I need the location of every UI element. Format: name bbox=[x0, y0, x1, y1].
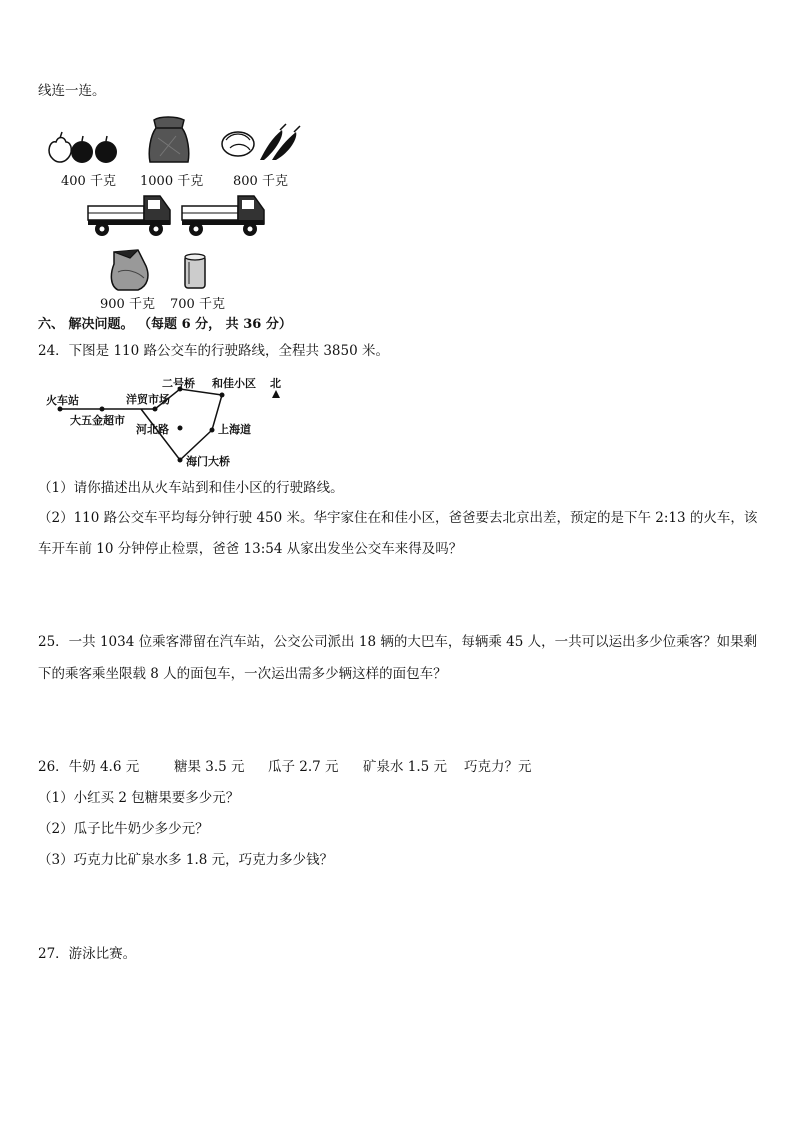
map-label-north: 北 bbox=[270, 377, 281, 390]
vegetables-picture bbox=[220, 122, 302, 162]
jar-weight: 700 千克 bbox=[170, 297, 225, 312]
fruit-weight: 400 千克 bbox=[61, 174, 116, 189]
q26-item-milk: 26．牛奶 4.6 元 bbox=[38, 759, 140, 775]
q24-part1: （1）请你描述出从火车站到和佳小区的行驶路线。 bbox=[38, 480, 344, 496]
map-label-hebeilu: 河北路 bbox=[136, 423, 169, 436]
map-label-dawujinchaoshi: 大五金超市 bbox=[70, 414, 125, 427]
map-label-hejiaxiaoqu: 和佳小区 bbox=[212, 377, 256, 390]
map-label-yangmaoshichang: 洋贸市场 bbox=[126, 393, 170, 406]
jar-picture bbox=[182, 252, 208, 290]
vegetables-weight: 800 千克 bbox=[233, 174, 288, 189]
truck-picture-left bbox=[86, 192, 174, 238]
q26-item-water: 矿泉水 1.5 元 bbox=[363, 759, 448, 775]
q26-item-seeds: 瓜子 2.7 元 bbox=[268, 759, 339, 775]
q26-item-chocolate: 巧克力？元 bbox=[464, 759, 532, 775]
truck-picture-right bbox=[180, 192, 268, 238]
section-heading: 六、 解决问题。 （每题 6 分， 共 36 分） bbox=[38, 317, 292, 332]
q25-line1: 25．一共 1034 位乘客滞留在汽车站，公交公司派出 18 辆的大巴车，每辆乘 45 人，一共可以运出多少位乘客？如果剩 bbox=[38, 634, 758, 650]
q24-part2-line2: 车开车前 10 分钟停止检票，爸爸 13:54 从家出发坐公交车来得及吗？ bbox=[38, 541, 463, 557]
north-arrow-icon bbox=[272, 390, 280, 398]
q24-part2-line1: （2）110 路公交车平均每分钟行驶 450 米。华宇家住在和佳小区，爸爸要去北京出差，预定的是下午 2:13 的火车，该 bbox=[38, 510, 758, 526]
sack-weight: 1000 千克 bbox=[140, 174, 204, 189]
map-label-erhaoqiao: 二号桥 bbox=[162, 377, 195, 390]
sack-picture bbox=[146, 114, 192, 164]
bus-route-map bbox=[40, 370, 290, 470]
q25-line2: 下的乘客乘坐限载 8 人的面包车，一次运出需多少辆这样的面包车？ bbox=[38, 666, 447, 682]
map-label-huochezhan: 火车站 bbox=[46, 394, 79, 407]
q26-part2: （2）瓜子比牛奶少多少元？ bbox=[38, 821, 209, 837]
q26-part1: （1）小红买 2 包糖果要多少元？ bbox=[38, 790, 240, 806]
map-label-shanghaidao: 上海道 bbox=[218, 423, 251, 436]
q24-stem: 24．下图是 110 路公交车的行驶路线，全程共 3850 米。 bbox=[38, 343, 389, 359]
map-label-haimendaqiao: 海门大桥 bbox=[186, 455, 230, 468]
q27-text: 27．游泳比赛。 bbox=[38, 946, 137, 962]
q26-item-candy: 糖果 3.5 元 bbox=[174, 759, 245, 775]
fruit-picture bbox=[46, 128, 120, 166]
intro-text: 线连一连。 bbox=[38, 83, 106, 99]
bag-weight: 900 千克 bbox=[100, 297, 155, 312]
q26-part3: （3）巧克力比矿泉水多 1.8 元，巧克力多少钱？ bbox=[38, 852, 334, 868]
bag-picture bbox=[108, 248, 152, 292]
